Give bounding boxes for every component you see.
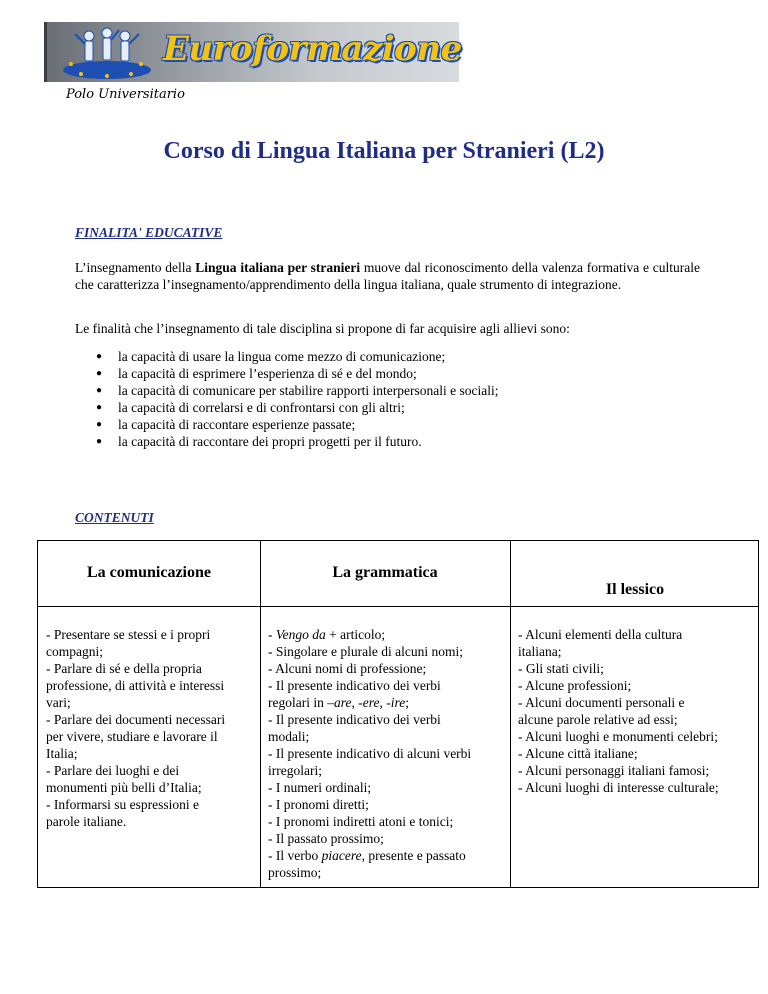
finalita-heading: FINALITA' EDUCATIVE — [75, 225, 223, 240]
bullet-icon: ● — [96, 351, 103, 362]
bullet-icon: ● — [96, 402, 103, 413]
list-item: - I pronomi diretti; — [268, 797, 369, 812]
finalita-list — [96, 348, 498, 450]
list-item: - Alcuni personaggi italiani famosi; — [518, 763, 710, 778]
column-header-lessico: Il lessico — [605, 581, 665, 598]
line-text: , — [379, 695, 387, 710]
line-emphasis: –are — [327, 695, 352, 710]
list-item-text: la capacità di usare la lingua come mezzo di comunicazione; — [118, 349, 446, 364]
bullet-icon: ● — [96, 368, 103, 379]
line-text: ; — [405, 695, 409, 710]
list-item: - Alcune professioni; — [518, 678, 632, 693]
bullet-icon: ● — [96, 436, 103, 447]
line-text: - Il verbo — [268, 848, 322, 863]
list-item — [268, 847, 506, 864]
line-emphasis: piacere — [321, 848, 362, 863]
list-item: - I pronomi indiretti atoni e tonici; — [268, 814, 454, 829]
euroformazione-logo — [44, 22, 462, 82]
list-item — [268, 626, 506, 643]
list-item — [96, 382, 498, 399]
list-item: italiana; — [518, 644, 562, 659]
line-emphasis: -ire — [386, 695, 406, 710]
list-item: - Parlare dei luoghi e dei — [46, 763, 180, 778]
list-item: - Presentare se stessi e i propri — [46, 627, 211, 642]
list-item: compagni; — [46, 644, 103, 659]
list-item: - Alcune città italiane; — [518, 746, 638, 761]
list-item: monumenti più belli d’Italia; — [46, 780, 202, 795]
list-item: - Alcuni luoghi di interesse culturale; — [518, 780, 719, 795]
contents-table — [37, 540, 759, 888]
list-item: - Alcuni elementi della cultura — [518, 627, 683, 642]
list-item-text: la capacità di esprimere l’esperienza di sé e del mondo; — [118, 366, 417, 381]
lessico-list — [518, 626, 756, 796]
line-emphasis: -ere — [358, 695, 380, 710]
list-item — [268, 694, 506, 711]
list-item: professione, di attività e interessi — [46, 678, 225, 693]
finalita-intro — [75, 259, 700, 293]
list-item: alcune parole relative ad essi; — [518, 712, 678, 727]
line-text: regolari in — [268, 695, 328, 710]
list-item: - Alcuni nomi di professione; — [268, 661, 427, 676]
list-item: - Il presente indicativo dei verbi — [268, 678, 441, 693]
list-item: Italia; — [46, 746, 78, 761]
list-item — [96, 348, 498, 365]
column-header-grammatica: La grammatica — [332, 564, 438, 581]
logo-wordmark: Euroformazione — [163, 29, 462, 69]
list-item: - Alcuni documenti personali e — [518, 695, 685, 710]
list-item: - Informarsi su espressioni e — [46, 797, 199, 812]
line-text: , — [351, 695, 359, 710]
list-item-text: la capacità di correlarsi e di confrontarsi con gli altri; — [118, 400, 405, 415]
list-item — [96, 416, 498, 433]
list-item: per vivere, studiare e lavorare il — [46, 729, 218, 744]
list-item — [96, 365, 498, 382]
line-text: + articolo; — [325, 627, 386, 642]
list-item: prossimo; — [268, 865, 322, 880]
bullet-icon: ● — [96, 419, 103, 430]
list-item: - Il passato prossimo; — [268, 831, 384, 846]
list-item: - I numeri ordinali; — [268, 780, 372, 795]
column-divider — [260, 541, 261, 887]
bullet-icon: ● — [96, 385, 103, 396]
list-item: - Il presente indicativo dei verbi — [268, 712, 441, 727]
intro-emphasis: Lingua italiana per stranieri — [195, 260, 361, 275]
comunicazione-list — [46, 626, 256, 830]
finalita-lead: Le finalità che l’insegnamento di tale disciplina si propone di far acquisire agli allievi sono: — [75, 321, 570, 336]
contenuti-heading: CONTENUTI — [75, 510, 154, 525]
list-item: - Parlare di sé e della propria — [46, 661, 202, 676]
list-item-text: la capacità di raccontare esperienze passate; — [118, 417, 356, 432]
grammatica-list — [268, 626, 506, 881]
list-item: - Gli stati civili; — [518, 661, 604, 676]
line-emphasis: Vengo da — [275, 627, 326, 642]
list-item: modali; — [268, 729, 310, 744]
line-text: , presente e passato — [361, 848, 466, 863]
list-item — [96, 433, 498, 450]
list-item: - Singolare e plurale di alcuni nomi; — [268, 644, 463, 659]
intro-text-rest: muove dal riconoscimento della valenza formativa e culturale che caratterizza l’insegnamento/apprendimento della lingua italiana, quale strumento di integrazione. — [75, 260, 700, 292]
page-title: Corso di Lingua Italiana per Stranieri (L2) — [163, 138, 605, 164]
list-item: - Alcuni luoghi e monumenti celebri; — [518, 729, 718, 744]
list-item-text: la capacità di comunicare per stabilire rapporti interpersonali e sociali; — [118, 383, 499, 398]
list-item-text: la capacità di raccontare dei propri progetti per il futuro. — [118, 434, 422, 449]
list-item — [96, 399, 498, 416]
header-row-divider — [38, 606, 758, 607]
brand-subtitle: Polo Universitario — [66, 87, 185, 102]
list-item: irregolari; — [268, 763, 322, 778]
intro-text: L’insegnamento della — [75, 260, 196, 275]
line-text: - — [268, 627, 276, 642]
column-header-comunicazione: La comunicazione — [87, 564, 211, 581]
list-item: parole italiane. — [46, 814, 127, 829]
list-item: - Parlare dei documenti necessari — [46, 712, 226, 727]
people-stars-emblem-icon — [61, 26, 153, 80]
list-item: vari; — [46, 695, 71, 710]
list-item: - Il presente indicativo di alcuni verbi — [268, 746, 472, 761]
